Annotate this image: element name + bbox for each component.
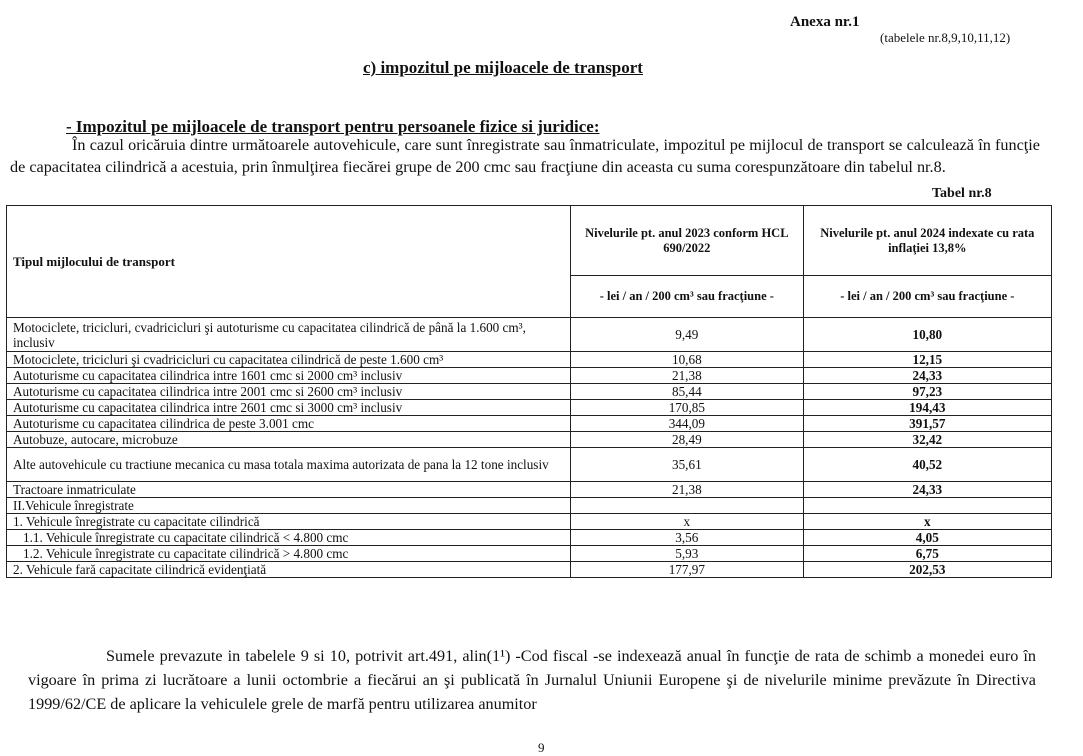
table-row [7,546,1052,562]
row-value-2023: 344,09 [571,416,804,432]
row-value-2024: 202,53 [803,562,1051,578]
row-value-2023 [571,498,804,514]
row-vehicle-type: Autobuze, autocare, microbuze [7,432,571,448]
table-label: Tabel nr.8 [932,186,992,201]
table-row [7,432,1052,448]
row-value-2024: 10,80 [803,318,1051,352]
intro-paragraph: În cazul oricăruia dintre următoarele autovehicule, care sunt înregistrate sau înmatriculate, impozitul pe mijlocul de transport se calculează în funcţie de capacitatea cilindrică a acestuia, prin înmulţirea fiecărei grupe de 200 cmc sau fracţiune din aceasta cu suma corespunzătoare din tabelul nr.8. [10,136,1040,176]
row-vehicle-type: II.Vehicule înregistrate [7,498,571,514]
row-value-2023: 9,49 [571,318,804,352]
row-value-2024: 194,43 [803,400,1051,416]
table-row [7,448,1052,482]
row-vehicle-type: 1.1. Vehicule înregistrate cu capacitate cilindrică < 4.800 cmc [7,530,571,546]
row-value-2024: 97,23 [803,384,1051,400]
row-value-2023: 177,97 [571,562,804,578]
row-vehicle-type: Motociclete, tricicluri şi cvadricicluri cu capacitatea cilindrică de peste 1.600 cm³ [7,352,571,368]
table-row [7,562,1052,578]
table-row [7,498,1052,514]
section-title: c) impozitul pe mijloacele de transport [363,58,643,77]
row-vehicle-type: Motociclete, tricicluri, cvadricicluri şi autoturisme cu capacitatea cilindrică de până la 1.600 cm³, inclusiv [7,318,571,352]
tax-table [6,205,1052,578]
col-unit-2024: - lei / an / 200 cm³ sau fracţiune - [803,276,1051,318]
row-value-2023: 85,44 [571,384,804,400]
row-value-2024: 12,15 [803,352,1051,368]
col-header-2023: Nivelurile pt. anul 2023 conform HCL 690/2022 [571,206,804,276]
table-row [7,416,1052,432]
footer-paragraph: Sumele prevazute in tabelele 9 si 10, potrivit art.491, alin(1¹) -Cod fiscal -se indexează anual în funcţie de rata de schimb a monedei euro în vigoare în prima zi lucrătoare a lunii octombrie a fiecărui an şi publicată în Jurnalul Uniunii Europene şi de nivelurile minime prevăzute în Directiva 1999/62/CE de aplicare la vehiculele grele de marfă pentru utilizarea anumitor [28,647,1036,713]
row-value-2023: 21,38 [571,368,804,384]
row-value-2024: 6,75 [803,546,1051,562]
table-row [7,368,1052,384]
table-row [7,352,1052,368]
row-value-2024: x [803,514,1051,530]
row-value-2023: 3,56 [571,530,804,546]
table-row [7,400,1052,416]
row-vehicle-type: Autoturisme cu capacitatea cilindrica intre 2001 cmc si 2600 cm³ inclusiv [7,384,571,400]
col-unit-2023: - lei / an / 200 cm³ sau fracţiune - [571,276,804,318]
page-number: 9 [538,740,545,755]
row-value-2023: 10,68 [571,352,804,368]
annex-title: Anexa nr.1 [790,14,860,30]
row-value-2024: 40,52 [803,448,1051,482]
table-row [7,482,1052,498]
row-value-2023: 28,49 [571,432,804,448]
col-header-2024: Nivelurile pt. anul 2024 indexate cu rata inflaţiei 13,8% [803,206,1051,276]
row-value-2023: x [571,514,804,530]
row-value-2023: 170,85 [571,400,804,416]
row-vehicle-type: 1.2. Vehicule înregistrate cu capacitate cilindrică > 4.800 cmc [7,546,571,562]
row-value-2024: 24,33 [803,482,1051,498]
col-header-type: Tipul mijlocului de transport [7,206,571,318]
row-value-2024: 32,42 [803,432,1051,448]
row-value-2024: 24,33 [803,368,1051,384]
row-vehicle-type: Autoturisme cu capacitatea cilindrica intre 2601 cmc si 3000 cm³ inclusiv [7,400,571,416]
table-row [7,318,1052,352]
row-value-2023: 21,38 [571,482,804,498]
row-value-2023: 35,61 [571,448,804,482]
row-value-2024: 391,57 [803,416,1051,432]
table-row [7,514,1052,530]
row-value-2023: 5,93 [571,546,804,562]
row-vehicle-type: 1. Vehicule înregistrate cu capacitate cilindrică [7,514,571,530]
row-vehicle-type: Tractoare inmatriculate [7,482,571,498]
annex-subtitle: (tabelele nr.8,9,10,11,12) [880,30,1011,45]
row-vehicle-type: Alte autovehicule cu tractiune mecanica cu masa totala maxima autorizata de pana la 12 tone inclusiv [7,448,571,482]
row-vehicle-type: Autoturisme cu capacitatea cilindrica de peste 3.001 cmc [7,416,571,432]
sub-heading: - Impozitul pe mijloacele de transport pentru persoanele fizice si juridice: [66,117,600,136]
row-value-2024 [803,498,1051,514]
row-vehicle-type: 2. Vehicule fară capacitate cilindrică evidenţiată [7,562,571,578]
row-value-2024: 4,05 [803,530,1051,546]
table-body [7,318,1052,578]
row-vehicle-type: Autoturisme cu capacitatea cilindrica intre 1601 cmc si 2000 cm³ inclusiv [7,368,571,384]
table-row [7,384,1052,400]
table-row [7,530,1052,546]
